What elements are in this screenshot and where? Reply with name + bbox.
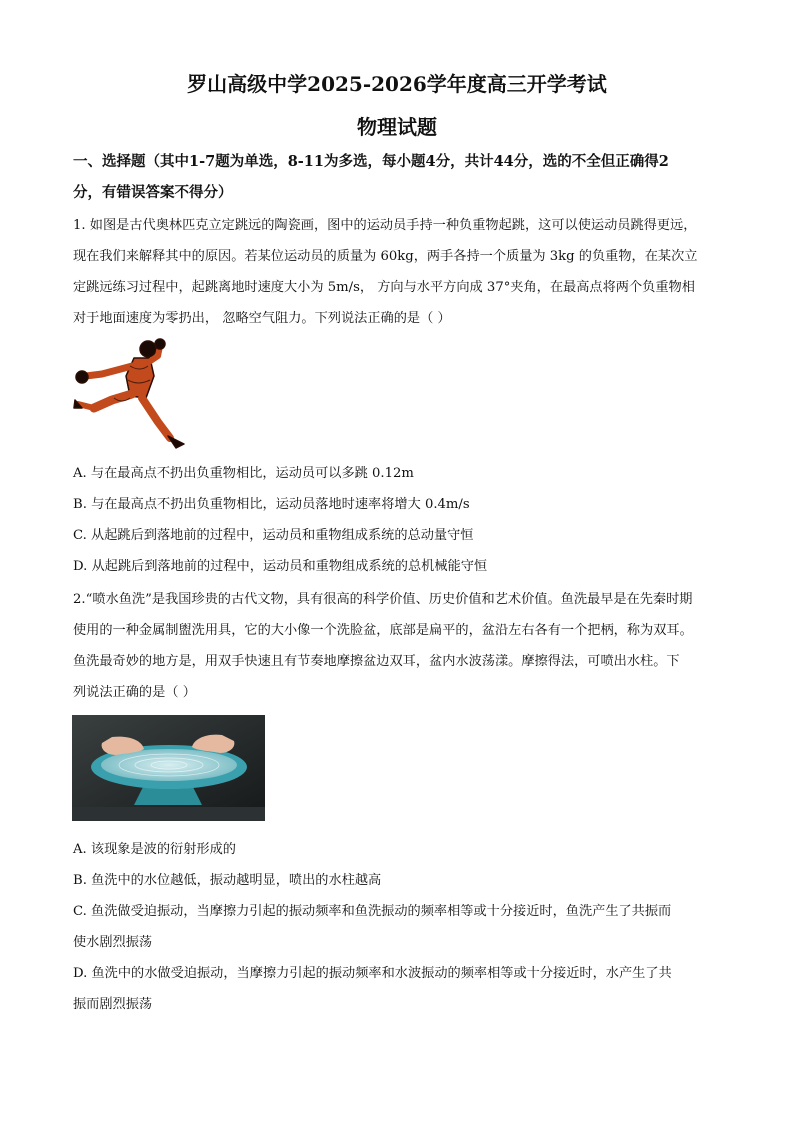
section-heading <box>73 146 733 208</box>
question-2-option-a: A. 该现象是波的衍射形成的 <box>73 842 236 857</box>
long-jump-pottery-figure <box>72 336 194 452</box>
exam-title: 罗山高级中学2025-2026学年度高三开学考试 <box>187 72 607 96</box>
question-2-option-d: D. 鱼洗中的水做受迫振动，当摩擦力引起的振动频率和水波振动的频率相等或十分接近时，水产生了共 <box>73 966 672 981</box>
question-1-line: 定跳远练习过程中，起跳离地时速度大小为 5m/s， 方向与水平方向成 37°夹角，在最高点将两个负重物相 <box>73 280 695 295</box>
exam-subtitle: 物理试题 <box>357 115 437 139</box>
question-2-option-c-continued: 使水剧烈振荡 <box>73 935 153 950</box>
question-1-line: 1. 如图是古代奥林匹克立定跳远的陶瓷画，图中的运动员手持一种负重物起跳，这可以使运动员跳得更远， <box>73 218 697 233</box>
question-1-option-d: D. 从起跳后到落地前的过程中，运动员和重物组成系统的总机械能守恒 <box>73 559 488 574</box>
question-2-option-c: C. 鱼洗做受迫振动，当摩擦力引起的振动频率和鱼洗振动的频率相等或十分接近时，鱼洗产生了共振而 <box>73 904 672 919</box>
question-1-line: 现在我们来解释其中的原因。若某位运动员的质量为 60kg，两手各持一个质量为 3kg 的负重物，在某次立 <box>73 249 698 264</box>
question-1-option-a: A. 与在最高点不扔出负重物相比，运动员可以多跳 0.12m <box>73 466 414 481</box>
question-1-option-b: B. 与在最高点不扔出负重物相比，运动员落地时速率将增大 0.4m/s <box>73 497 470 512</box>
question-2-line: 2.“喷水鱼洗”是我国珍贵的古代文物，具有很高的科学价值、历史价值和艺术价值。鱼洗最早是在先秦时期 <box>73 592 693 607</box>
section-heading-line: 一、选择题（其中1-7题为单选，8-11为多选，每小题4分，共计44分，选的不全但正确得2 <box>73 153 669 170</box>
question-1-line: 对于地面速度为零扔出， 忽略空气阻力。下列说法正确的是（ ） <box>73 311 451 326</box>
question-2-line: 鱼洗最奇妙的地方是，用双手快速且有节奏地摩擦盆边双耳，盆内水波荡漾。摩擦得法，可喷出水柱。下 <box>73 654 680 669</box>
question-2-line: 使用的一种金属制盥洗用具，它的大小像一个洗脸盆，底部是扁平的，盆沿左右各有一个把柄，称为双耳。 <box>73 623 693 638</box>
question-2-option-b: B. 鱼洗中的水位越低，振动越明显，喷出的水柱越高 <box>73 873 382 888</box>
question-1-option-c: C. 从起跳后到落地前的过程中，运动员和重物组成系统的总动量守恒 <box>73 528 474 543</box>
spouting-basin-photo <box>72 715 265 821</box>
question-2-option-d-continued: 振而剧烈振荡 <box>73 997 153 1012</box>
question-2-line: 列说法正确的是（ ） <box>73 685 196 700</box>
section-heading-line: 分，有错误答案不得分） <box>73 184 233 201</box>
